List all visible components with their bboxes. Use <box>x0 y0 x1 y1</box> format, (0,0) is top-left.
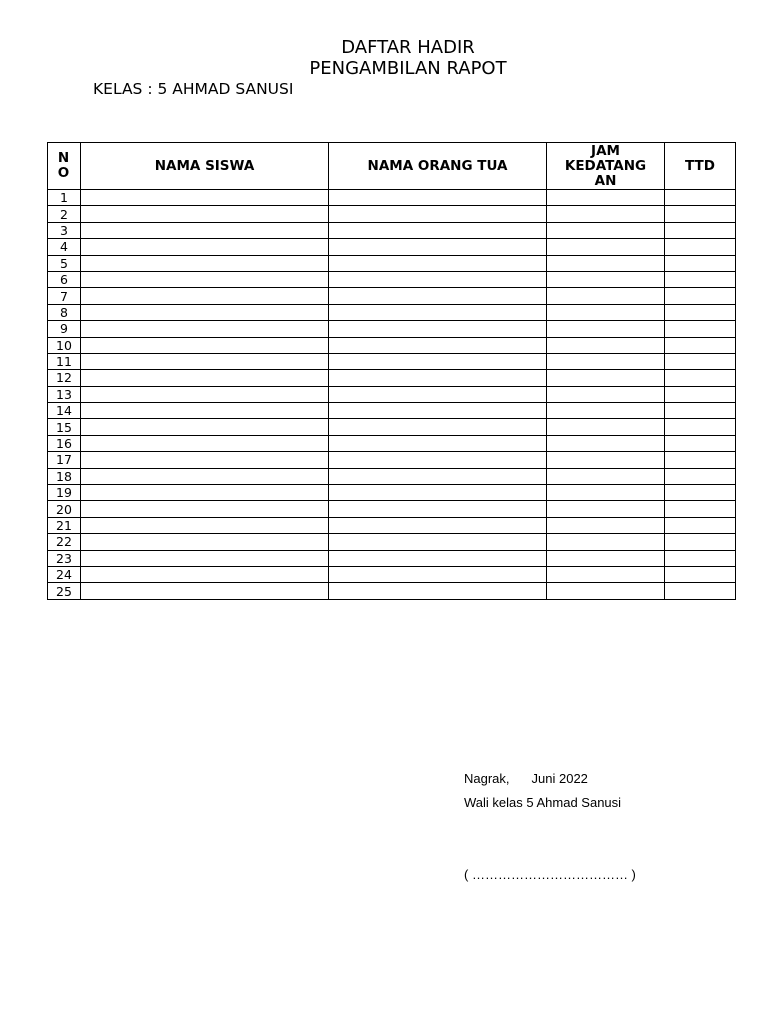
nama-orang-tua-cell[interactable] <box>329 222 547 238</box>
signature-place-date <box>464 771 588 787</box>
table-header-row <box>48 143 736 190</box>
nama-orang-tua-cell[interactable] <box>329 370 547 386</box>
nama-siswa-cell[interactable] <box>81 337 329 353</box>
nama-siswa-cell[interactable] <box>81 435 329 451</box>
nama-orang-tua-cell[interactable] <box>329 452 547 468</box>
table-row <box>48 452 736 468</box>
table-row <box>48 190 736 206</box>
column-header-jam-kedatangan <box>547 143 665 190</box>
jam-kedatangan-cell[interactable] <box>547 435 665 451</box>
signature-role: Wali kelas 5 Ahmad Sanusi <box>464 795 622 810</box>
nama-siswa-cell[interactable] <box>81 222 329 238</box>
row-number-cell: 17 <box>48 452 81 468</box>
nama-siswa-cell[interactable] <box>81 534 329 550</box>
nama-orang-tua-cell[interactable] <box>329 485 547 501</box>
table-row <box>48 485 736 501</box>
table-row <box>48 239 736 255</box>
table-row <box>48 206 736 222</box>
ttd-cell[interactable] <box>665 255 736 271</box>
table-row <box>48 255 736 271</box>
jam-kedatangan-cell[interactable] <box>547 485 665 501</box>
jam-kedatangan-cell[interactable] <box>547 550 665 566</box>
jam-kedatangan-cell[interactable] <box>547 304 665 320</box>
nama-siswa-cell[interactable] <box>81 321 329 337</box>
nama-orang-tua-cell[interactable] <box>329 583 547 599</box>
nama-siswa-cell[interactable] <box>81 304 329 320</box>
document-subtitle: PENGAMBILAN RAPOT <box>309 58 507 79</box>
jam-kedatangan-cell[interactable] <box>547 190 665 206</box>
row-number-cell: 9 <box>48 321 81 337</box>
nama-orang-tua-cell[interactable] <box>329 337 547 353</box>
row-number-cell: 20 <box>48 501 81 517</box>
nama-orang-tua-cell[interactable] <box>329 206 547 222</box>
jam-kedatangan-cell[interactable] <box>547 534 665 550</box>
table-row <box>48 288 736 304</box>
jam-kedatangan-cell[interactable] <box>547 583 665 599</box>
table-row <box>48 222 736 238</box>
ttd-cell[interactable] <box>665 190 736 206</box>
table-row <box>48 583 736 599</box>
table-row <box>48 517 736 533</box>
nama-siswa-cell[interactable] <box>81 206 329 222</box>
table-row <box>48 435 736 451</box>
ttd-cell[interactable] <box>665 583 736 599</box>
jam-kedatangan-cell[interactable] <box>547 386 665 402</box>
table-row <box>48 353 736 369</box>
ttd-cell[interactable] <box>665 304 736 320</box>
row-number-cell: 24 <box>48 566 81 582</box>
table-row <box>48 468 736 484</box>
jam-kedatangan-cell[interactable] <box>547 271 665 287</box>
table-row <box>48 370 736 386</box>
ttd-cell[interactable] <box>665 337 736 353</box>
nama-siswa-cell[interactable] <box>81 288 329 304</box>
ttd-cell[interactable] <box>665 501 736 517</box>
nama-orang-tua-cell[interactable] <box>329 550 547 566</box>
jam-kedatangan-cell[interactable] <box>547 239 665 255</box>
jam-kedatangan-cell[interactable] <box>547 288 665 304</box>
document-title: DAFTAR HADIR <box>341 37 475 58</box>
row-number-cell: 8 <box>48 304 81 320</box>
nama-orang-tua-cell[interactable] <box>329 517 547 533</box>
table-row <box>48 386 736 402</box>
column-header-jam-line2: KEDATANG <box>564 157 647 174</box>
nama-orang-tua-cell[interactable] <box>329 353 547 369</box>
row-number-cell: 6 <box>48 271 81 287</box>
nama-siswa-cell[interactable] <box>81 370 329 386</box>
nama-siswa-cell[interactable] <box>81 517 329 533</box>
class-label: KELAS : 5 AHMAD SANUSI <box>93 80 294 98</box>
row-number-cell: 16 <box>48 435 81 451</box>
jam-kedatangan-cell[interactable] <box>547 517 665 533</box>
nama-siswa-cell[interactable] <box>81 550 329 566</box>
table-row <box>48 403 736 419</box>
nama-siswa-cell[interactable] <box>81 419 329 435</box>
row-number-cell: 3 <box>48 222 81 238</box>
row-number-cell: 11 <box>48 353 81 369</box>
nama-siswa-cell[interactable] <box>81 239 329 255</box>
column-header-jam-line3: AN <box>594 172 617 189</box>
column-header-no-line1: N <box>57 150 71 166</box>
table-row <box>48 550 736 566</box>
ttd-cell[interactable] <box>665 239 736 255</box>
column-header-jam-line1: JAM <box>591 142 620 159</box>
ttd-cell[interactable] <box>665 353 736 369</box>
jam-kedatangan-cell[interactable] <box>547 419 665 435</box>
row-number-cell: 25 <box>48 583 81 599</box>
nama-orang-tua-cell[interactable] <box>329 304 547 320</box>
ttd-cell[interactable] <box>665 452 736 468</box>
row-number-cell: 23 <box>48 550 81 566</box>
nama-orang-tua-cell[interactable] <box>329 190 547 206</box>
jam-kedatangan-cell[interactable] <box>547 222 665 238</box>
nama-siswa-cell[interactable] <box>81 190 329 206</box>
table-row <box>48 534 736 550</box>
nama-siswa-cell[interactable] <box>81 353 329 369</box>
row-number-cell: 2 <box>48 206 81 222</box>
row-number-cell: 14 <box>48 403 81 419</box>
nama-orang-tua-cell[interactable] <box>329 501 547 517</box>
row-number-cell: 7 <box>48 288 81 304</box>
jam-kedatangan-cell[interactable] <box>547 501 665 517</box>
nama-orang-tua-cell[interactable] <box>329 288 547 304</box>
row-number-cell: 22 <box>48 534 81 550</box>
column-header-nama-siswa: NAMA SISWA <box>81 143 329 190</box>
nama-siswa-cell[interactable] <box>81 566 329 582</box>
row-number-cell: 19 <box>48 485 81 501</box>
nama-orang-tua-cell[interactable] <box>329 468 547 484</box>
signature-place: Nagrak, <box>464 771 510 786</box>
jam-kedatangan-cell[interactable] <box>547 255 665 271</box>
column-header-nama-orang-tua: NAMA ORANG TUA <box>329 143 547 190</box>
table-row <box>48 321 736 337</box>
table-row <box>48 501 736 517</box>
row-number-cell: 18 <box>48 468 81 484</box>
ttd-cell[interactable] <box>665 419 736 435</box>
nama-siswa-cell[interactable] <box>81 501 329 517</box>
nama-orang-tua-cell[interactable] <box>329 435 547 451</box>
nama-siswa-cell[interactable] <box>81 403 329 419</box>
column-header-ttd: TTD <box>665 143 736 190</box>
row-number-cell: 1 <box>48 190 81 206</box>
ttd-cell[interactable] <box>665 403 736 419</box>
ttd-cell[interactable] <box>665 386 736 402</box>
signature-date: Juni 2022 <box>531 771 588 786</box>
nama-orang-tua-cell[interactable] <box>329 566 547 582</box>
nama-orang-tua-cell[interactable] <box>329 321 547 337</box>
ttd-cell[interactable] <box>665 566 736 582</box>
jam-kedatangan-cell[interactable] <box>547 321 665 337</box>
column-header-no-line2: O <box>57 165 71 181</box>
nama-orang-tua-cell[interactable] <box>329 271 547 287</box>
ttd-cell[interactable] <box>665 435 736 451</box>
jam-kedatangan-cell[interactable] <box>547 353 665 369</box>
row-number-cell: 12 <box>48 370 81 386</box>
ttd-cell[interactable] <box>665 468 736 484</box>
jam-kedatangan-cell[interactable] <box>547 403 665 419</box>
nama-siswa-cell[interactable] <box>81 255 329 271</box>
ttd-cell[interactable] <box>665 534 736 550</box>
nama-orang-tua-cell[interactable] <box>329 403 547 419</box>
jam-kedatangan-cell[interactable] <box>547 337 665 353</box>
attendance-table <box>47 142 736 600</box>
ttd-cell[interactable] <box>665 485 736 501</box>
nama-orang-tua-cell[interactable] <box>329 386 547 402</box>
ttd-cell[interactable] <box>665 271 736 287</box>
nama-siswa-cell[interactable] <box>81 468 329 484</box>
jam-kedatangan-cell[interactable] <box>547 566 665 582</box>
column-header-no <box>48 143 81 190</box>
nama-siswa-cell[interactable] <box>81 386 329 402</box>
nama-siswa-cell[interactable] <box>81 485 329 501</box>
ttd-cell[interactable] <box>665 517 736 533</box>
row-number-cell: 4 <box>48 239 81 255</box>
row-number-cell: 13 <box>48 386 81 402</box>
ttd-cell[interactable] <box>665 370 736 386</box>
row-number-cell: 10 <box>48 337 81 353</box>
jam-kedatangan-cell[interactable] <box>547 370 665 386</box>
nama-orang-tua-cell[interactable] <box>329 534 547 550</box>
nama-orang-tua-cell[interactable] <box>329 255 547 271</box>
ttd-cell[interactable] <box>665 222 736 238</box>
table-body <box>48 190 736 600</box>
jam-kedatangan-cell[interactable] <box>547 452 665 468</box>
nama-orang-tua-cell[interactable] <box>329 239 547 255</box>
table-row <box>48 419 736 435</box>
signature-name-line: ( ……………………………… ) <box>464 867 636 882</box>
nama-siswa-cell[interactable] <box>81 583 329 599</box>
row-number-cell: 5 <box>48 255 81 271</box>
ttd-cell[interactable] <box>665 206 736 222</box>
ttd-cell[interactable] <box>665 288 736 304</box>
table-row <box>48 304 736 320</box>
table-row <box>48 337 736 353</box>
jam-kedatangan-cell[interactable] <box>547 468 665 484</box>
table-row <box>48 271 736 287</box>
nama-siswa-cell[interactable] <box>81 271 329 287</box>
row-number-cell: 15 <box>48 419 81 435</box>
ttd-cell[interactable] <box>665 550 736 566</box>
nama-siswa-cell[interactable] <box>81 452 329 468</box>
row-number-cell: 21 <box>48 517 81 533</box>
jam-kedatangan-cell[interactable] <box>547 206 665 222</box>
ttd-cell[interactable] <box>665 321 736 337</box>
table-row <box>48 566 736 582</box>
nama-orang-tua-cell[interactable] <box>329 419 547 435</box>
